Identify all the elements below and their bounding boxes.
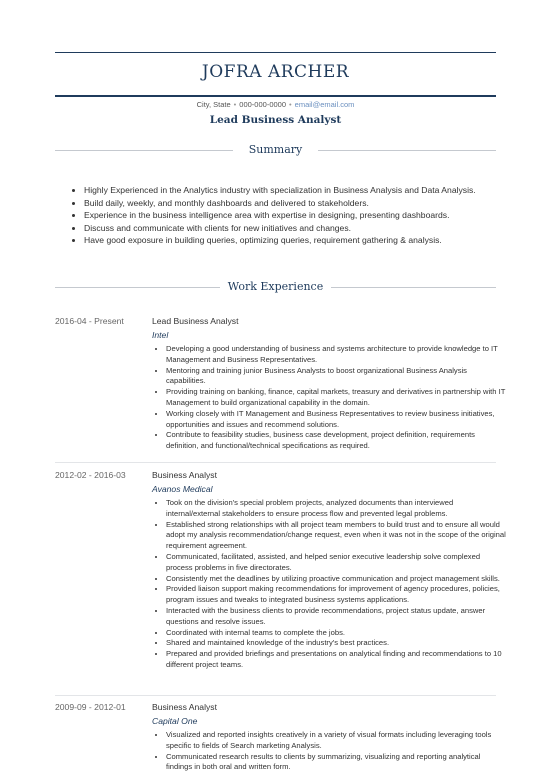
job-bullets: [155, 730, 508, 773]
candidate-name: JOFRA ARCHER: [201, 62, 350, 82]
job-bullets: [155, 498, 508, 671]
job-role: Business Analyst: [152, 702, 217, 712]
job-bullet: • Shared and maintained knowledge of the industry's best practices.: [166, 638, 508, 649]
job-bullet: • Established strong relationships with all project team members to build trust and to ensure all would adopt my analysis recommendation/change request, even when it was not in the scope of the original requirement agreement.: [166, 520, 508, 552]
job-company: Capital One: [152, 716, 198, 726]
job-bullets: [155, 344, 508, 452]
job-bullet: • Developing a good understanding of business and systems architecture to provide knowledge to IT Management and Business Representatives.: [166, 344, 508, 366]
summary-list: [72, 184, 509, 247]
job-bullet: • Prepared and provided briefings and presentations on analytical finding and recommendations to 10 different project teams.: [166, 649, 508, 671]
job-bullet: • Providing training on banking, finance, capital markets, treasury and derivatives in partnership with IT Management to build organizational capability in the domain.: [166, 387, 508, 409]
summary-heading-label: Summary: [248, 143, 303, 156]
separator-dot: •: [233, 100, 237, 109]
top-rule: [55, 52, 496, 53]
name-underline: [55, 95, 496, 97]
job-bullet: • Provided liaison support making recommendations for improvement of agency procedures, policies, program issues and tweaks to integrated business systems applications.: [166, 584, 508, 606]
contact-line: [0, 100, 551, 109]
job-bullet: • Interacted with the business clients to provide recommendations, project status update, answer questions and resolve issues.: [166, 606, 508, 628]
job-bullet: • Communicated research results to clients by summarizing, visualizing and reporting analytical findings in both oral and written form.: [166, 752, 508, 774]
entry-divider: [55, 462, 496, 463]
job-bullet: • Coordinated with internal teams to complete the jobs.: [166, 628, 508, 639]
work-experience-heading-label: Work Experience: [227, 280, 324, 293]
contact-phone: 000-000-0000: [239, 100, 287, 109]
contact-email-link[interactable]: email@email.com: [294, 100, 355, 109]
job-dates: 2009-09 - 2012-01: [55, 702, 126, 712]
work-experience-heading: [55, 280, 496, 294]
separator-dot: •: [289, 100, 292, 109]
summary-heading: [55, 143, 496, 157]
job-title: Lead Business Analyst: [209, 114, 342, 126]
job-bullet: • Visualized and reported insights creatively in a variety of visual formats including leveraging tools specific to fields of Search marketing Analysis.: [166, 730, 508, 752]
job-role: Lead Business Analyst: [152, 316, 239, 326]
job-bullet: • Contribute to feasibility studies, business case development, project definition, requirements definition, and functional/technical specifications as required.: [166, 430, 508, 452]
job-company: Avanos Medical: [152, 484, 213, 494]
summary-item: • Highly Experienced in the Analytics industry with specialization in Business Analysis and Data Analysis.: [84, 184, 509, 197]
job-dates: 2016-04 - Present: [55, 316, 124, 326]
summary-item: • Discuss and communicate with clients for new initiatives and changes.: [84, 222, 509, 235]
summary-item: • Experience in the business intelligence area with expertise in designing, presenting dashboards.: [84, 209, 509, 222]
contact-city: City, State: [196, 100, 231, 109]
job-role: Business Analyst: [152, 470, 217, 480]
job-bullet: • Communicated, facilitated, assisted, and helped senior executive leadership solve complexed process problems in five directorates.: [166, 552, 508, 574]
job-company: Intel: [152, 330, 169, 340]
job-bullet: • Took on the division's special problem projects, analyzed documents than interviewed internal/external stakeholders to ensure process flow and prevented legal problems.: [166, 498, 508, 520]
job-bullet: • Mentoring and training junior Business Analysts to boost organizational Business Analysis capabilities.: [166, 366, 508, 388]
job-dates: 2012-02 - 2016-03: [55, 470, 126, 480]
summary-item: • Have good exposure in building queries, optimizing queries, requirement gathering & analysis.: [84, 234, 509, 247]
job-bullet: • Working closely with IT Management and Business Representatives to review business initiatives, opportunities and issues and recommend solutions.: [166, 409, 508, 431]
entry-divider: [55, 695, 496, 696]
job-bullet: • Consistently met the deadlines by utilizing proactive communication and project management skills.: [166, 574, 508, 585]
summary-item: • Build daily, weekly, and monthly dashboards and delivered to stakeholders.: [84, 197, 509, 210]
